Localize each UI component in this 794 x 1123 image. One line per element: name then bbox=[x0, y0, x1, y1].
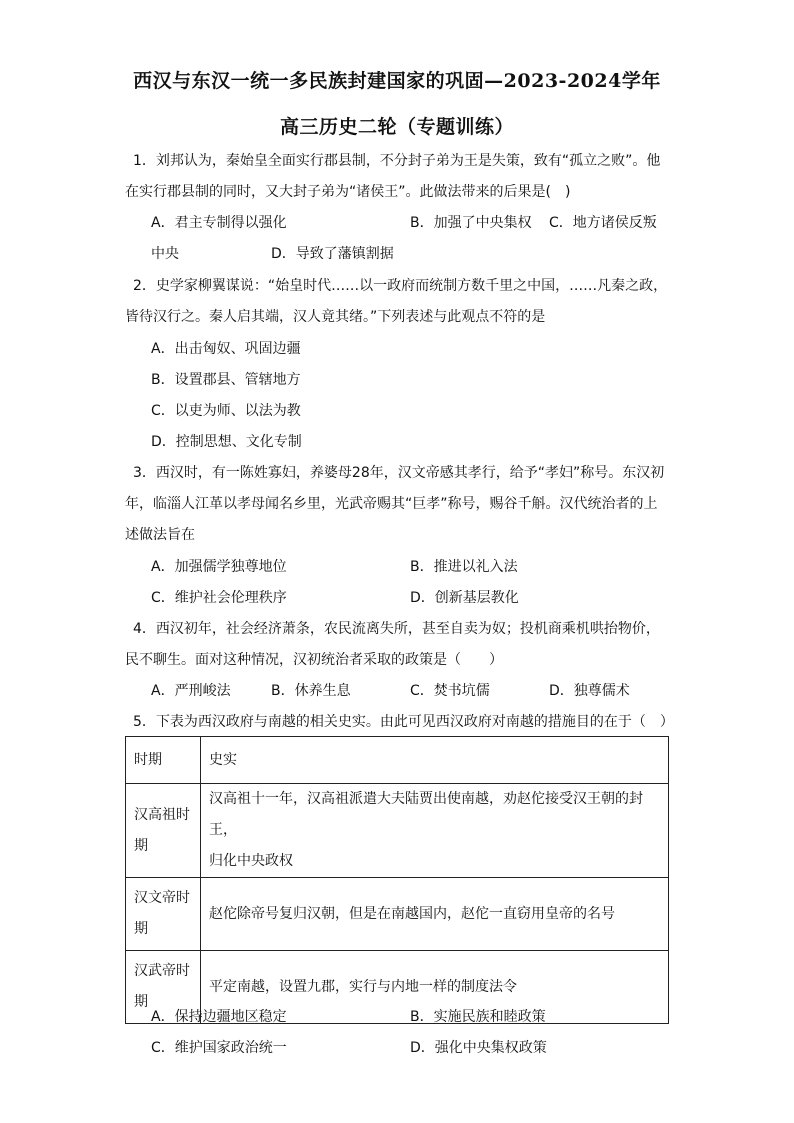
q2-option-d[interactable]: D．控制思想、文化专制 bbox=[151, 434, 302, 450]
q4-option-c[interactable]: C．焚书坑儒 bbox=[410, 683, 490, 699]
table-header-row bbox=[126, 737, 669, 784]
q3-option-b[interactable]: B．推进以礼入法 bbox=[410, 559, 518, 575]
table-row bbox=[126, 878, 669, 951]
q5-option-c[interactable]: C．维护国家政治统一 bbox=[151, 1040, 287, 1056]
table-cell-period bbox=[126, 784, 201, 878]
q2-stem-line1: 2．史学家柳翼谋说：“始皇时代……以一政府而统制方数千里之中国，……凡秦之政， bbox=[133, 278, 668, 294]
q1-option-c[interactable]: C．地方诸侯反叛 bbox=[549, 215, 657, 231]
fact-text: 赵佗除帝号复归汉朝，但是在南越国内，赵佗一直窃用皇帝的名号 bbox=[209, 905, 615, 922]
q2-option-b[interactable]: B．设置郡县、管辖地方 bbox=[151, 372, 301, 388]
q3-stem-line2: 年，临淄人江革以孝母闻名乡里，光武帝赐其“巨孝”称号，赐谷千斛。汉代统治者的上 bbox=[125, 496, 658, 512]
q3-option-d[interactable]: D．创新基层教化 bbox=[410, 590, 519, 606]
q2-stem-line2: 皆待汉行之。秦人启其端，汉人竟其绪。”下列表述与此观点不符的是 bbox=[125, 309, 546, 325]
table-cell-fact bbox=[201, 878, 669, 951]
fact-text: 平定南越，设置九郡，实行与内地一样的制度法令 bbox=[209, 978, 517, 995]
q3-stem-line3: 述做法旨在 bbox=[125, 527, 195, 543]
fact-text: 归化中央政权 bbox=[209, 853, 293, 869]
q5-option-b[interactable]: B．实施民族和睦政策 bbox=[410, 1009, 546, 1025]
q1-stem-line2: 在实行郡县制的同时，又大封子弟为“诸侯王”。此做法带来的后果是( ) bbox=[125, 184, 571, 200]
q5-option-d[interactable]: D．强化中央集权政策 bbox=[410, 1040, 547, 1056]
document-title-line2: 高三历史二轮（专题训练） bbox=[279, 116, 514, 138]
table-header-facts: 史实 bbox=[201, 737, 669, 784]
history-table bbox=[125, 736, 669, 1024]
fact-text: 汉高祖十一年，汉高祖派遣大夫陆贾出使南越，劝赵佗接受汉王朝的封王， bbox=[209, 791, 643, 838]
q3-stem-line1: 3．西汉时，有一陈姓寡妇，养婆母28年，汉文帝感其孝行，给予“孝妇”称号。东汉初 bbox=[133, 465, 665, 481]
period-text: 期 bbox=[134, 994, 148, 1010]
table-cell-fact bbox=[201, 784, 669, 878]
period-text: 汉文帝时 bbox=[134, 890, 190, 906]
q4-option-d[interactable]: D．独尊儒术 bbox=[549, 683, 630, 699]
period-text: 汉武帝时 bbox=[134, 963, 190, 979]
document-title-line1: 西汉与东汉一统一多民族封建国家的巩固—2023-2024学年 bbox=[133, 70, 661, 92]
period-text: 期 bbox=[134, 837, 148, 854]
q3-option-a[interactable]: A．加强儒学独尊地位 bbox=[151, 559, 287, 575]
q1-stem-line1: 1．刘邦认为，秦始皇全面实行郡县制，不分封子弟为王是失策，致有“孤立之败”。他 bbox=[133, 153, 661, 169]
period-text: 汉高祖时 bbox=[134, 806, 190, 823]
q1-option-a[interactable]: A．君主专制得以强化 bbox=[151, 215, 287, 231]
table-header-period: 时期 bbox=[126, 737, 201, 784]
q2-option-a[interactable]: A．出击匈奴、巩固边疆 bbox=[151, 341, 301, 357]
q4-option-b[interactable]: B．休养生息 bbox=[271, 683, 351, 699]
q4-stem-line1: 4．西汉初年，社会经济萧条，农民流离失所，甚至自卖为奴；投机商乘机哄抬物价， bbox=[133, 621, 660, 637]
table-row bbox=[126, 784, 669, 878]
q4-stem-line2: 民不聊生。面对这种情况，汉初统治者采取的政策是（ ） bbox=[125, 652, 503, 668]
table-cell-period bbox=[126, 878, 201, 951]
q3-option-c[interactable]: C．维护社会伦理秩序 bbox=[151, 590, 287, 606]
q1-option-d[interactable]: D．导致了藩镇割据 bbox=[271, 246, 394, 262]
q1-option-c-continued: 中央 bbox=[151, 246, 179, 262]
period-text: 期 bbox=[134, 921, 148, 937]
q5-stem-line1: 5．下表为西汉政府与南越的相关史实。由此可见西汉政府对南越的措施目的在于（ ） bbox=[133, 714, 674, 730]
q2-option-c[interactable]: C．以吏为师、以法为教 bbox=[151, 403, 301, 419]
q5-option-a[interactable]: A．保持边疆地区稳定 bbox=[151, 1009, 287, 1025]
q4-option-a[interactable]: A．严刑峻法 bbox=[151, 683, 231, 699]
q1-option-b[interactable]: B．加强了中央集权 bbox=[410, 215, 532, 231]
